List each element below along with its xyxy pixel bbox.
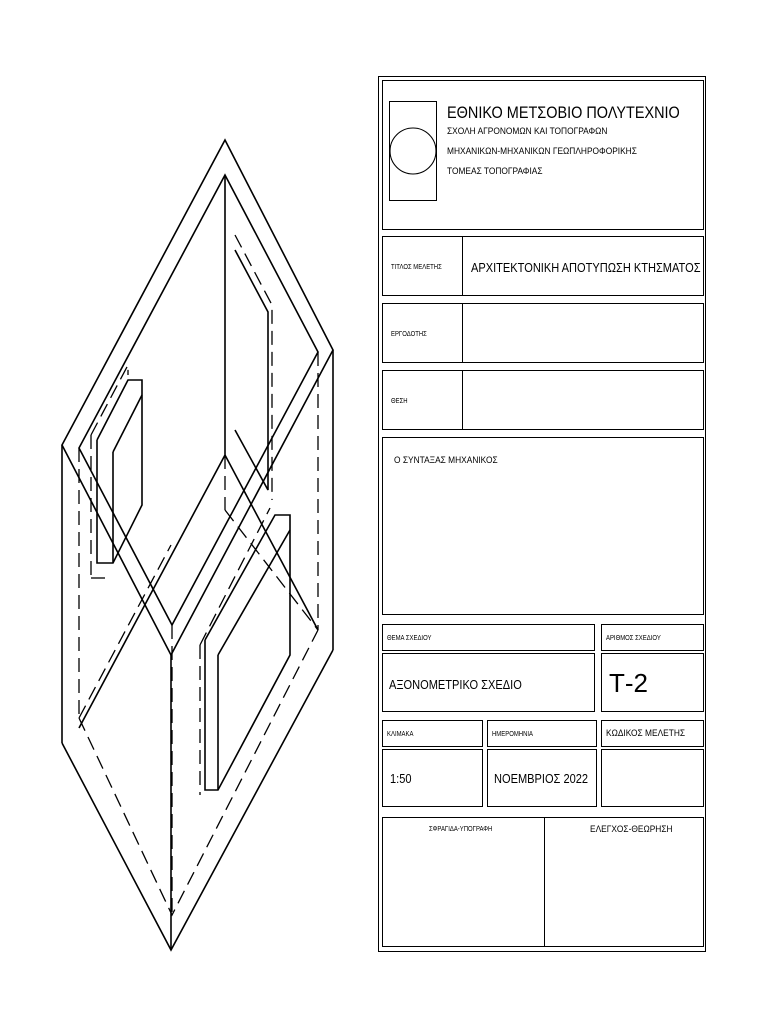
stamp-cell [383, 818, 545, 946]
client-label: ΕΡΓΟΔΟΤΗΣ [391, 331, 427, 338]
school-line-1: ΣΧΟΛΗ ΑΓΡΟΝΟΜΩΝ ΚΑΙ ΤΟΠΟΓΡΑΦΩΝ [447, 126, 608, 137]
roof-inner-outline [79, 175, 318, 625]
client-row [382, 303, 704, 363]
drawing-number-value: Τ-2 [609, 668, 648, 698]
hidden-window-left [91, 365, 128, 435]
drawing-subject-value: ΑΞΟΝΟΜΕΤΡΙΚΟ ΣΧΕΔΙΟ [389, 677, 522, 692]
drawing-number-label: ΑΡΙΘΜΟΣ ΣΧΕΔΙΟΥ [606, 635, 661, 642]
review-label: ΕΛΕΓΧΟΣ-ΘΕΩΡΗΣΗ [590, 824, 673, 835]
window-right-head [218, 530, 290, 655]
study-code-value-cell [601, 749, 704, 807]
window-left-head [113, 395, 142, 452]
hidden-inner-base [79, 630, 318, 915]
school-line-2: ΜΗΧΑΝΙΚΩΝ-ΜΗΧΑΝΙΚΩΝ ΓΕΩΠΛΗΡΟΦΟΡΙΚΗΣ [447, 146, 637, 157]
hidden-floor-left [79, 545, 171, 718]
study-title-value: ΑΡΧΙΤΕΚΤΟΝΙΚΗ ΑΠΟΤΥΠΩΣΗ ΚΤΗΣΜΑΤΟΣ [471, 260, 701, 275]
study-code-label-cell [601, 720, 704, 747]
date-label-cell [487, 720, 597, 747]
drawing-number-label-cell [601, 624, 704, 651]
scale-value-cell [382, 749, 483, 807]
scale-label-cell [382, 720, 483, 747]
date-value: ΝΟΕΜΒΡΙΟΣ 2022 [494, 771, 589, 786]
study-title-label: ΤΙΤΛΟΣ ΜΕΛΕΤΗΣ [391, 264, 442, 271]
roof-inner-edge-right [79, 175, 225, 728]
stamp-label: ΣΦΡΑΓΙΔΑ-ΥΠΟΓΡΑΦΗ [429, 826, 493, 833]
location-label: ΘΕΣΗ [391, 398, 408, 405]
drawing-subject-label-cell [382, 624, 595, 651]
study-code-label: ΚΩΔΙΚΟΣ ΜΕΛΕΤΗΣ [606, 728, 686, 739]
date-value-cell [487, 749, 597, 807]
scale-value: 1:50 [390, 771, 412, 786]
title-block [378, 76, 706, 952]
location-row [382, 370, 704, 430]
engineer-panel [382, 437, 704, 615]
hidden-window-back [235, 235, 272, 500]
logo-frame [389, 101, 437, 201]
drawing-subject-label: ΘΕΜΑ ΣΧΕΔΙΟΥ [387, 635, 432, 642]
date-label: ΗΜΕΡΟΜΗΝΙΑ [492, 731, 533, 738]
engineer-label: Ο ΣΥΝΤΑΞΑΣ ΜΗΧΑΝΙΚΟΣ [394, 455, 498, 466]
header-panel [382, 80, 704, 230]
logo-emblem-icon [390, 102, 436, 200]
scale-label: ΚΛΙΜΑΚΑ [387, 731, 414, 738]
base-outline [62, 650, 333, 950]
signature-panel [382, 817, 704, 947]
drawing-subject-value-cell [382, 653, 595, 712]
department-name: ΤΟΜΕΑΣ ΤΟΠΟΓΡΑΦΙΑΣ [447, 166, 543, 177]
drawing-number-value-cell [601, 653, 704, 712]
institution-name: ΕΘΝΙΚΟ ΜΕΤΣΟΒΙΟ ΠΟΛΥΤΕΧΝΙΟ [447, 103, 680, 122]
study-title-row [382, 236, 704, 296]
